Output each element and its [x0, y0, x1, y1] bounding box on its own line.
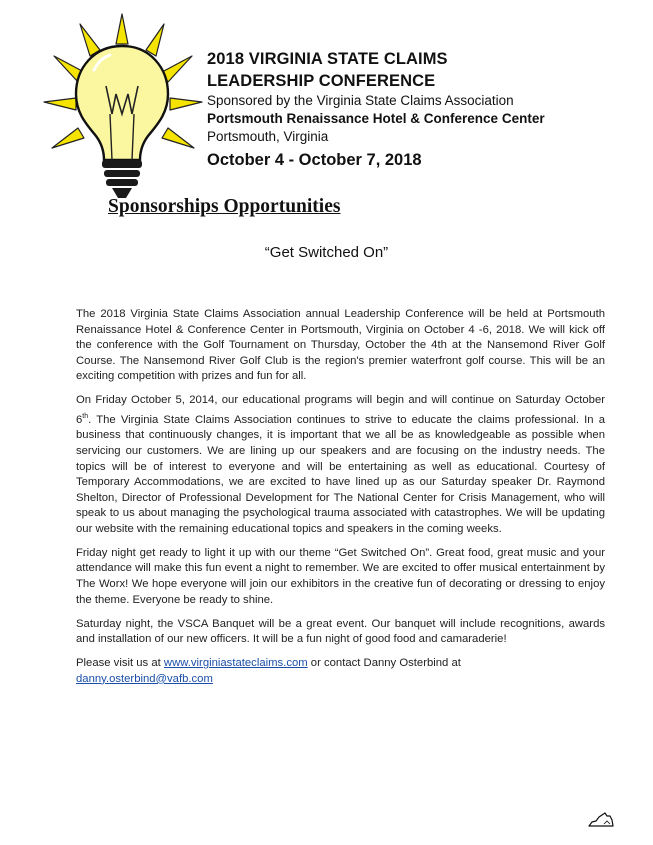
venue-city: Portsmouth, Virginia: [207, 129, 329, 144]
paragraph-friday-night: Friday night get ready to light it up with our theme “Get Switched On”. Great food, great music and your attendance will make this fun event a night to remember. We are excited to offer musical entertainment by The Worx! We hope everyone will join our exhibitors in the creative fun of decorating or dressing to enjoy the theme. Everyone be ready to shine.: [76, 546, 605, 606]
virginia-state-icon: [588, 812, 614, 828]
venue-name: Portsmouth Renaissance Hotel & Conference Center: [207, 111, 545, 126]
sponsored-by-text: Sponsored by the Virginia State Claims Association: [207, 93, 514, 108]
website-link[interactable]: www.virginiastateclaims.com: [163, 657, 308, 670]
paragraph-banquet: Saturday night, the VSCA Banquet will be a great event. Our banquet will include recognitions, awards and installation of our new officers. It will be a fun night of good food and camaraderie!: [76, 617, 605, 646]
theme-quote: “Get Switched On”: [264, 244, 389, 261]
section-heading: Sponsorships Opportunities: [108, 196, 341, 217]
conference-header: [207, 48, 647, 171]
paragraph-contact: [76, 656, 605, 687]
conference-dates: October 4 - October 7, 2018: [207, 151, 422, 169]
contact-mid: or contact Danny Osterbind at: [307, 657, 461, 670]
email-link[interactable]: danny.osterbind@vafb.com: [76, 672, 213, 685]
conference-title-line2: LEADERSHIP CONFERENCE: [207, 72, 436, 90]
lightbulb-icon: [40, 10, 205, 200]
conference-title-line1: 2018 VIRGINIA STATE CLAIMS: [207, 50, 448, 68]
paragraph-education-start: On Friday October 5, 2014, our educational programs will begin and will continue on Saturday October 6: [76, 394, 605, 426]
paragraph-education: [76, 393, 605, 537]
body-text: [76, 307, 605, 696]
ordinal-suffix: th: [82, 412, 89, 420]
paragraph-education-rest: . The Virginia State Claims Association continues to strive to educate the claims professional. In a business that continuously changes, it is important that we all be as knowledgeable as possible when servicing our customers. We are lining up our speakers and are focusing on the industry needs. The topics will be of interest to everyone and will be entertaining as well as educational. Courtesy of Temporary Accommodations, we are excited to have lined up as our Saturday speaker Dr. Raymond Shelton, Director of Professional Development for The National Center for Crisis Management, who will speak to us about managing the psychological trauma associated with catastrophes. We will be updating our website with the remaining educational topics and speakers in the coming weeks.: [76, 413, 605, 535]
contact-prefix: Please visit us at: [76, 657, 164, 670]
paragraph-golf: The 2018 Virginia State Claims Association annual Leadership Conference will be held at Portsmouth Renaissance Hotel & Conference Center in Portsmouth, Virginia on October 4 -6, 2018. We will kick off the conference with the Golf Tournament on Thursday, October the 4th at the Nansemond River Golf Course. The Nansemond River Golf Club is the region's premier waterfront golf course. This will be an exciting competition with prizes and fun for all.: [76, 308, 605, 383]
